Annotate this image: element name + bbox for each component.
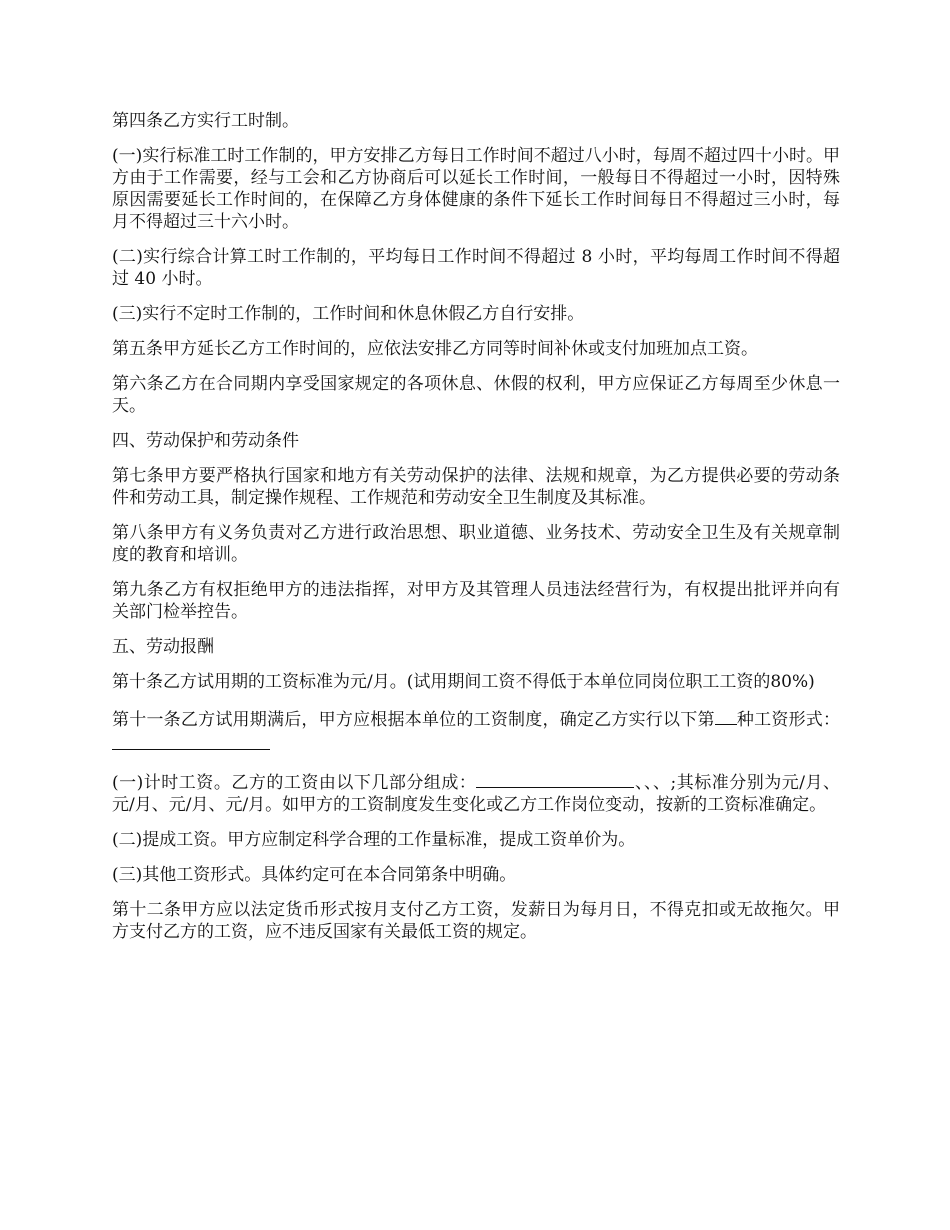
wage-form-number-blank [715,706,737,725]
article-8-paragraph: 第八条甲方有义务负责对乙方进行政治思想、职业道德、业务技术、劳动安全卫生及有关规章制度的教育和培训。 [112,523,840,565]
article-11-text-start: 第十一条乙方试用期满后，甲方应根据本单位的工资制度，确定乙方实行以下第 [112,710,715,730]
article-10-paragraph: 第十条乙方试用期的工资标准为元/月。(试用期间工资不得低于本单位同岗位职工工资的80%) [112,672,815,692]
other-wage-paragraph: (三)其他工资形式。具体约定可在本合同第条中明确。 [112,865,517,885]
time-wage-paragraph [112,769,840,816]
article-5-paragraph: 第五条甲方延长乙方工作时间的，应依法安排乙方同等时间补休或支付加班加点工资。 [112,339,758,359]
article-9-paragraph: 第九条乙方有权拒绝甲方的违法指挥，对甲方及其管理人员违法经营行为，有权提出批评并向有关部门检举控告。 [112,580,840,622]
comprehensive-hours-paragraph: (二)实行综合计算工时工作制的，平均每日工作时间不得超过 8 小时，平均每周工作时间不得超过 40 小时。 [112,247,840,289]
wage-form-blank [112,731,270,750]
document-page [112,110,840,956]
article-12-paragraph: 第十二条甲方应以法定货币形式按月支付乙方工资，发薪日为每月日，不得克扣或无故拖欠。甲方支付乙方的工资，应不违反国家有关最低工资的规定。 [112,900,840,942]
article-7-paragraph: 第七条甲方要严格执行国家和地方有关劳动保护的法律、法规和规章，为乙方提供必要的劳动条件和劳动工具，制定操作规程、工作规范和劳动安全卫生制度及其标准。 [112,466,840,508]
section-4-heading: 四、劳动保护和劳动条件 [112,431,299,451]
commission-wage-paragraph: (二)提成工资。甲方应制定科学合理的工作量标准，提成工资单价为。 [112,830,636,850]
article-6-paragraph: 第六条乙方在合同期内享受国家规定的各项休息、休假的权利，甲方应保证乙方每周至少休息一天。 [112,374,840,416]
time-wage-text-end: 、、、;其标准分别为元/月、元/月、元/月、元/月。如甲方的工资制度发生变化或乙方工作岗位变动，按新的工资标准确定。 [112,773,840,815]
time-wage-text-start: (一)计时工资。乙方的工资由以下几部分组成： [112,773,477,793]
article-11-paragraph [112,706,840,756]
wage-components-blank [476,769,634,788]
section-5-heading: 五、劳动报酬 [112,637,214,657]
article-4-paragraph: 第四条乙方实行工时制。 [112,111,299,131]
flexible-hours-paragraph: (三)实行不定时工作制的，工作时间和休息休假乙方自行安排。 [112,304,585,324]
article-11-text-end: 种工资形式： [736,710,841,730]
standard-hours-paragraph: (一)实行标准工时工作制的，甲方安排乙方每日工作时间不超过八小时，每周不超过四十小时。甲方由于工作需要，经与工会和乙方协商后可以延长工作时间，一般每日不得超过一小时，因特殊原因需要延长工作时间的，在保障乙方身体健康的条件下延长工作时间每日不得超过三小时，每月不得超过三十六小时。 [112,146,840,232]
